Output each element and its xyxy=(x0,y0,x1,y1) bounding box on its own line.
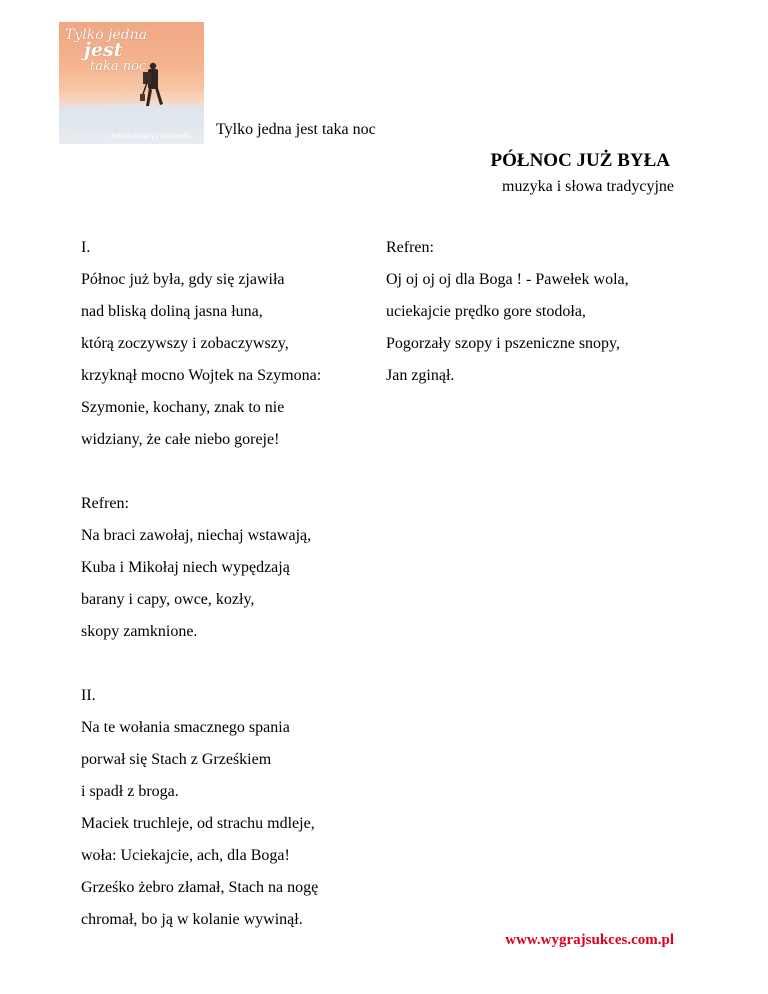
lyric-line: Refren: xyxy=(386,239,434,256)
lyrics-left-column xyxy=(81,232,321,936)
lyric-line: skopy zamknione. xyxy=(81,623,198,640)
lyric-line: Pogorzały szopy i pszeniczne snopy, xyxy=(386,335,621,352)
lyric-line: Szymonie, kochany, znak to nie xyxy=(81,399,285,416)
song-title: PÓŁNOC JUŻ BYŁA xyxy=(490,150,670,171)
lyric-line: widziany, że całe niebo goreje! xyxy=(81,431,280,448)
lyric-line: którą zoczywszy i zobaczywszy, xyxy=(81,335,289,352)
album-cover xyxy=(59,22,204,144)
lyric-line: Północ już była, gdy się zjawiła xyxy=(81,271,285,288)
lyric-line: Na te wołania smacznego spania xyxy=(81,719,290,736)
lyric-line: nad bliską doliną jasna łuna, xyxy=(81,303,263,320)
cover-subtitle: Polskie kolędy i pastorałki xyxy=(111,133,191,140)
lyric-line: woła: Uciekajcie, ach, dla Boga! xyxy=(81,847,290,864)
cover-title-line1: Tylko jedna xyxy=(65,27,148,43)
lyric-line: krzyknął mocno Wojtek na Szymona: xyxy=(81,367,322,384)
lyric-line: Grześko żebro złamał, Stach na nogę xyxy=(81,879,319,896)
lyric-line: II. xyxy=(81,687,96,704)
lyric-line: I. xyxy=(81,239,91,256)
lyric-line: uciekajcie prędko gore stodoła, xyxy=(386,303,586,320)
lyric-line: Na braci zawołaj, niechaj wstawają, xyxy=(81,527,312,544)
lyric-line: Refren: xyxy=(81,495,129,512)
lyric-line: Maciek truchleje, od strachu mdleje, xyxy=(81,815,315,832)
website-link[interactable]: www.wygrajsukces.com.pl xyxy=(505,932,674,948)
song-credits: muzyka i słowa tradycyjne xyxy=(502,178,674,195)
lyric-line: Jan zginął. xyxy=(386,367,455,384)
lyric-line: chromał, bo ją w kolanie wywinął. xyxy=(81,911,303,928)
lyrics-right-column xyxy=(386,232,629,392)
stanza-gap xyxy=(81,456,321,488)
cover-title-line3: taka noc xyxy=(90,59,147,74)
lyric-line: i spadł z broga. xyxy=(81,783,179,800)
cover-title-line2: jest xyxy=(84,39,123,61)
album-caption: Tylko jedna jest taka noc xyxy=(216,121,376,138)
lyric-line: barany i capy, owce, kozły, xyxy=(81,591,255,608)
stanza-gap xyxy=(81,648,321,680)
lyric-line: Oj oj oj oj dla Boga ! - Pawełek wola, xyxy=(386,271,629,288)
lyric-line: Kuba i Mikołaj niech wypędzają xyxy=(81,559,290,576)
lyric-line: porwał się Stach z Grześkiem xyxy=(81,751,272,768)
